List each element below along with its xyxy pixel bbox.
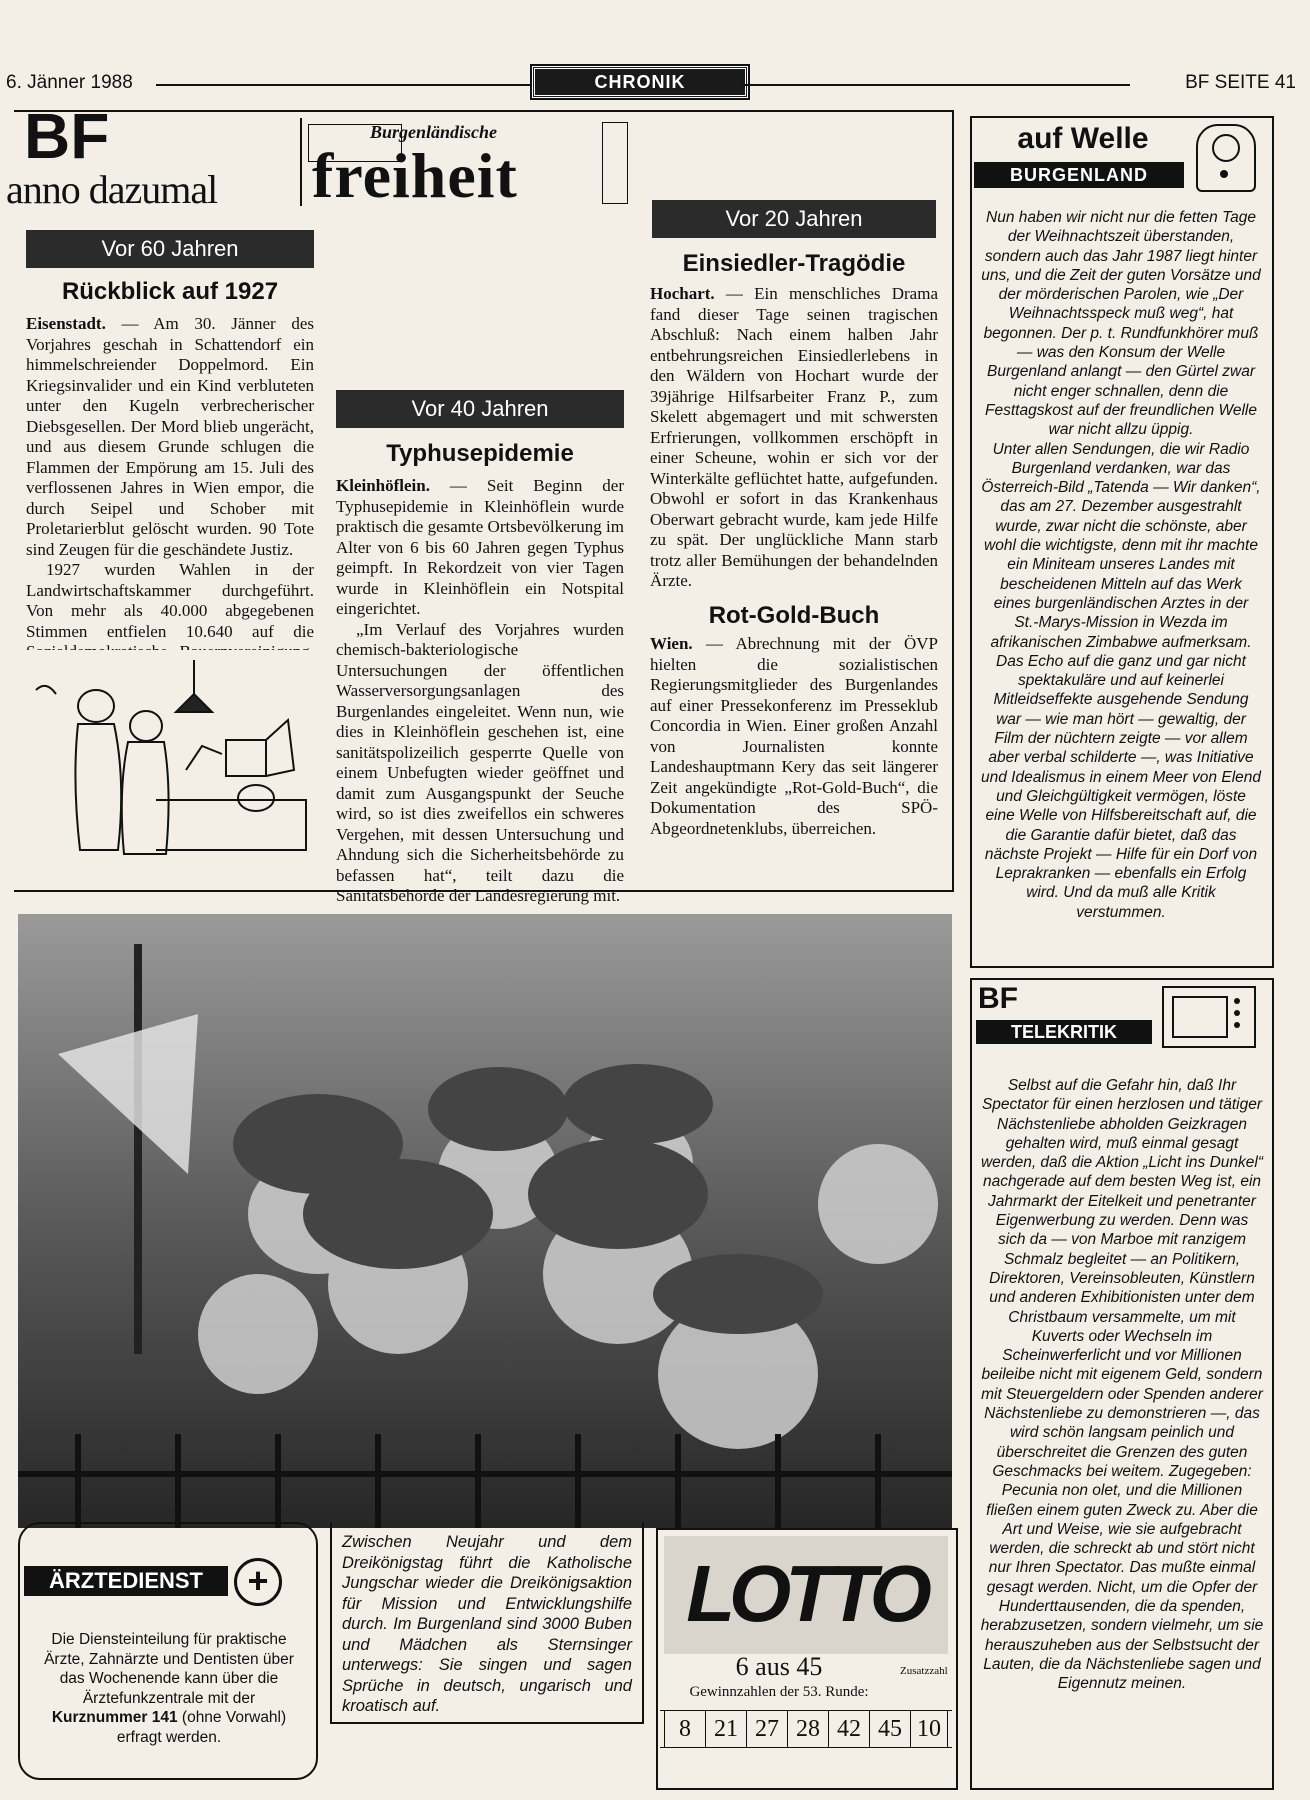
tv-icon <box>1162 986 1256 1048</box>
headline-einsiedler: Einsiedler-Tragödie <box>682 250 906 277</box>
paragraph: 1927 wurden Wahlen in der Landwirtschaftskammer durchgeführt. Von mehr als 40.000 abgegebenen Stimmen entfielen 10.640 auf die <box>26 560 314 641</box>
headline-rot-gold-buch: Rot-Gold-Buch <box>708 601 880 629</box>
lotto-number: 42 <box>829 1711 870 1747</box>
masthead-small-text: Burgenländische <box>370 122 498 142</box>
masthead-side-box <box>602 122 628 204</box>
paragraph: „Im Verlauf des Vorjahres wurden chemisch-bakteriologische Untersuchungen der öffentlichen Wasserversorgungsanlagen des Burgenlandes eingeleitet. Wenn nun, wie dies in Kleinhöflein geschehen ist, eine sanitätspolizeilich gesperrte Quelle von einem Unbefugten wieder geöffnet und damit zum Ausgangspunkt der Seuche wird, so ist dies zweifellos ein schweres Vergehen, mit dessen Untersuchung und Ahndung sich die Sicherheitsbehörde zu befassen hat“, teilt dazu die Sanitätsbehörde der Landesregierung mit. <box>336 619 624 905</box>
lotto-number: 8 <box>664 1711 706 1747</box>
masthead-title: freiheit <box>312 140 518 211</box>
welle-subtitle: BURGENLAND <box>974 162 1184 188</box>
anno-dazumal-title: anno dazumal <box>6 167 218 212</box>
page-number: BF SEITE 41 <box>1185 72 1296 93</box>
paragraph: — Seit Beginn der Typhusepidemie in Kleinhöflein wurde praktisch die gesamte Ortsbevölkerung im Alter von 6 bis 60 Jahren gegen Typhus geimpft. In Rekordzeit von vier Tagen wurde in Kleinhöflein ein Notspital eingerichtet. <box>336 476 624 618</box>
dateline: Kleinhöflein. <box>336 476 430 495</box>
aerztedienst-text-after: (ohne Vorwahl) erfragt werden. <box>116 1709 287 1746</box>
header-rule-right <box>742 84 1130 86</box>
photo-drawing <box>18 914 952 1528</box>
welle-header <box>974 122 1266 190</box>
header-rule-left <box>156 84 532 86</box>
headline-rueckblick: Rückblick auf 1927 <box>61 278 279 305</box>
aerztedienst-title: ÄRZTEDIENST <box>24 1566 228 1596</box>
paragraph: Nun haben wir nicht nur die fetten Tage der Weihnachtszeit überstanden, sondern auch das Jahr 1987 liegt hinter uns, und die Zeit der guten Vorsätze und der mörderischen Parolen, wie „Der Weihnachtsspeck muß weg“, hat begonnen. Der p. t. Rundfunkhörer muß — was den Konsum der Welle Burgenland anlangt — den Gürtel zwar nicht enger schnallen, denn die Festtagskost auf der freundlichen Welle war nicht allzu üppig. <box>981 209 1261 439</box>
welle-title: auf Welle <box>1017 122 1149 155</box>
lotto-number: 21 <box>706 1711 747 1747</box>
section-label: CHRONIK <box>532 66 748 98</box>
dateline: Wien. <box>650 634 693 653</box>
article-einsiedler <box>650 284 938 839</box>
paragraph: — Am 30. Jänner des Vorjahres geschah in Schattendorf ein himmelschreiender Doppelmord. Ein Kriegsinvalider und ein Kind verbluteten unter den Kugeln verbrecherischer Diebsgesellen. Der Mord blieb ungerächt, und aus diesem Grunde schlugen die Flammen der Empörung am 15. Juli des verflossenen Jahres in Wien empor, die durch Seipel und Schober mit Proletarierblut gelöscht wurden. 90 Tote sind Zeugen für die geschändete Justiz. <box>26 314 315 559</box>
lotto-logo-bg <box>664 1536 948 1654</box>
lotto-extra-number: 10 <box>911 1711 948 1747</box>
vor-20-jahren-bar: Vor 20 Jahren <box>652 200 936 238</box>
lotto-zusatz-label: Zusatzzahl <box>900 1665 948 1677</box>
telekritik-logo: BF <box>978 982 1018 1015</box>
dateline: Hochart. <box>650 284 715 303</box>
lotto-number: 28 <box>788 1711 829 1747</box>
lotto-label: Gewinnzahlen der 53. Runde: <box>689 1684 869 1700</box>
vor-40-jahren-bar: Vor 40 Jahren <box>336 390 624 428</box>
telekritik-text: Selbst auf die Gefahr hin, daß Ihr Spectator für einen herzlosen und tätiger Nächstenliebe abholden Geizkragen gehalten wird, muß einmal gesagt werden, daß die Aktion „Licht ins Dunkel“ nachgerade auf dem besten Weg ist, ein Jahrmarkt der Eitelkeit und penetranter Eigenwerbung zu werden. Denn was sich da — von Marboe mit ranzigem Schmalz begleitet — an Politikern, Direktoren, Vereinsobleuten, Künstlern und anderen Exhibitionisten unter dem Christbaum versammelte, um mit Kuverts oder Wechseln im Scheinwerferlicht und vor Millionen beileibe nicht mit eigenem Geld, sondern mit Steuergeldern oder Spenden anderer Nächstenliebe zu demonstrieren —, das wird schön langsam peinlich und überschreitet die Grenzen des guten Geschmacks bei weitem. Zugegeben: Pecunia non olet, und die Millionen fließen einem guten Zweck zu. Aber die Art und Weise, wie sie aufgebracht werden, die schreckt ab und stört nicht nur Ihren Spectator. Das mußte einmal gesagt werden. Nicht, um die Opfer der Hunderttausenden, die da spenden, herabzusetzen, sondern vielmehr, um sie herauszuheben aus der Selbstsucht der Lauten, die da Nächstenliebe sagen und Eigennutz meinen. <box>980 1077 1264 1693</box>
bf-logo: BF <box>24 100 110 172</box>
paragraph: — Ein menschliches Drama fand dieser Tage seinen tragischen Abschluß: Nach einem halben Jahr entbehrungsreichen Einsiedlerlebens in den Wäldern von Hochart wurde der 39jährige Hilfsarbeiter Franz P., zum Skelett abgemagert und mit schwersten Erfrierungen, vollkommen erschöpft in einer Scheune, wohin er sich vor der Winterkälte geflüchtet hatte, aufgefunden. Obwohl er sofort in das Krankenhaus Oberwart gebracht wurde, kam jede Hilfe zu spät. Der unglückliche Mann starb trotz aller Bemühungen der behandelnden Ärzte. <box>650 284 938 590</box>
photo-caption: Zwischen Neujahr und dem Dreikönigstag führt die Katholische Jungschar wieder die Dreikönigsaktion für Mission und Entwicklungshilfe durch. Im Burgenland sind 3000 Buben und Mädchen als Sternsinger unterwegs: Sie singen und sagen Sprüche in deutsch, ungarisch und kroatisch auf. <box>342 1533 632 1715</box>
cartoon-illustration <box>26 650 318 882</box>
lotto-logo: LOTTO <box>686 1549 926 1638</box>
welle-text <box>980 208 1262 922</box>
aerztedienst-text-before: Die Diensteinteilung für praktische Ärzte, Zahnärzte und Dentisten über das Wochenende kann über die Ärztefunkzentrale mit der <box>44 1631 294 1707</box>
headline-typhus: Typhusepidemie <box>386 440 574 467</box>
lotto-number: 27 <box>747 1711 788 1747</box>
telekritik-header <box>976 982 1268 1046</box>
lotto-game: 6 aus 45 <box>735 1652 823 1681</box>
dateline: Eisenstadt. <box>26 314 106 333</box>
vor-60-jahren-bar: Vor 60 Jahren <box>26 230 314 268</box>
photo-sternsinger <box>18 914 952 1528</box>
lotto-number: 45 <box>870 1711 911 1747</box>
article-typhus <box>336 476 624 907</box>
radio-icon <box>1196 124 1256 192</box>
cartoon-drawing <box>26 650 318 882</box>
lotto-numbers <box>660 1710 952 1748</box>
red-cross-icon: + <box>234 1558 282 1606</box>
aerztedienst-text <box>34 1630 304 1747</box>
paragraph: Unter allen Sendungen, die wir Radio Burgenland verdanken, war das Österreich-Bild „Tatenda — Wir danken“, das am 27. Dezember ausgestrahlt wurde, zwar nicht die schönste, aber wohl die wichtigste, denn mit ihr machte ein Miniteam unseres Landes mit bescheidenen Mitteln auf das Werk eines burgenländischen Arztes in der St.-Marys-Mission in Wezda im afrikanischen Zimbabwe aufmerksam. Das Echo auf die ganz und gar nicht spektakuläre und auf keinerlei Mitleidseffekte ausgehende Sendung war — wie man hört — gewaltig, der Film der nüchtern zeigte — vor allem aber verbal schilderte —, was Initiative und Idealismus in einem Meer von Elend und Gleichgültigkeit vermögen, löste eine Welle von Hilfsbereitschaft auf, die die Garantie dafür bietet, daß das nächste Projekt — Hilfe für ein Dorf von Leprakranken — ebenfalls ein Erfolg wird. Und da muß alle Kritik verstummen. <box>980 440 1261 921</box>
issue-date: 6. Jänner 1988 <box>6 72 133 93</box>
aerztedienst-number: Kurznummer 141 <box>51 1709 178 1726</box>
article-rueckblick-cont <box>336 112 624 133</box>
paragraph: — Abrechnung mit der ÖVP hielten die sozialistischen Regierungsmitglieder des Burgenlandes auf einer Pressekonferenz im Presseklub Concordia in Wien. Einer großen Anzahl von Journalisten konnte Landeshauptmann Kery das seit längerer Zeit angekündigte „Rot-Gold-Buch“, die Dokumentation des SPÖ-Abgeordnetenklubs, überreichen. <box>650 634 938 838</box>
telekritik-title: TELEKRITIK <box>976 1020 1152 1044</box>
